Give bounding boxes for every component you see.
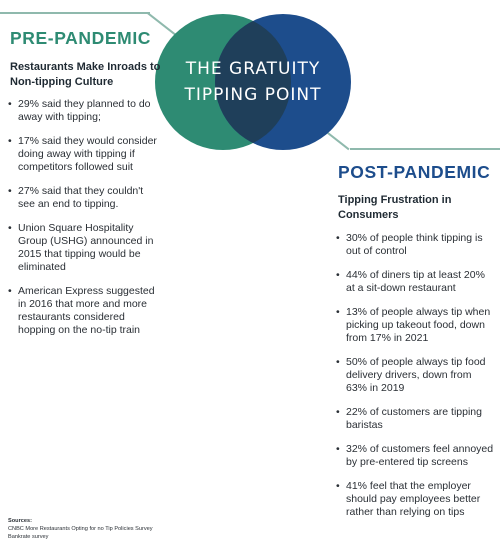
post-pandemic-list xyxy=(336,232,494,530)
post-pandemic-subheading: Tipping Frustration in Consumers xyxy=(338,194,452,221)
list-item: • 29% said they planned to do away with tipping; xyxy=(8,98,158,124)
list-item: • 32% of customers feel annoyed by pre-entered tip screens xyxy=(336,443,494,469)
list-item: • Union Square Hospitality Group (USHG) announced in 2015 that tipping would be eliminated xyxy=(8,222,158,274)
pre-pandemic-heading: PRE-PANDEMIC xyxy=(10,28,152,48)
pre-pandemic-list xyxy=(8,98,158,348)
sources xyxy=(8,517,178,541)
top-left-connector-line xyxy=(0,12,150,14)
title-line-2: TIPPING POINT xyxy=(184,85,322,105)
source-line: CNBC More Restaurants Opting for no Tip Policies Survey xyxy=(8,526,153,532)
list-item: • 30% of people think tipping is out of control xyxy=(336,232,494,258)
list-item: • 13% of people always tip when picking up takeout food, down from 17% in 2021 xyxy=(336,306,494,345)
title-line-1: THE GRATUITY xyxy=(185,59,321,79)
list-item: • 17% said they would consider doing away with tipping if competitors followed suit xyxy=(8,135,158,174)
sources-label: Sources: xyxy=(8,518,32,524)
list-item: • 27% said that they couldn't see an end to tipping. xyxy=(8,185,158,211)
source-line: Bankrate survey xyxy=(8,534,49,540)
list-item: • 44% of diners tip at least 20% at a sit-down restaurant xyxy=(336,269,494,295)
post-pandemic-heading: POST-PANDEMIC xyxy=(338,162,491,182)
list-item: • 50% of people always tip food delivery drivers, down from 63% in 2019 xyxy=(336,356,494,395)
list-item: • 22% of customers are tipping baristas xyxy=(336,406,494,432)
list-item: • American Express suggested in 2016 that more and more restaurants considered hopping on the no-tip train xyxy=(8,285,158,337)
infographic-title xyxy=(155,56,351,108)
venn-diagram xyxy=(155,12,351,152)
list-item: • 41% feel that the employer should pay employees better rather than relying on tips xyxy=(336,480,494,519)
pre-pandemic-subheading: Restaurants Make Inroads to Non-tipping Culture xyxy=(10,61,161,88)
bottom-right-connector-line xyxy=(350,148,500,150)
